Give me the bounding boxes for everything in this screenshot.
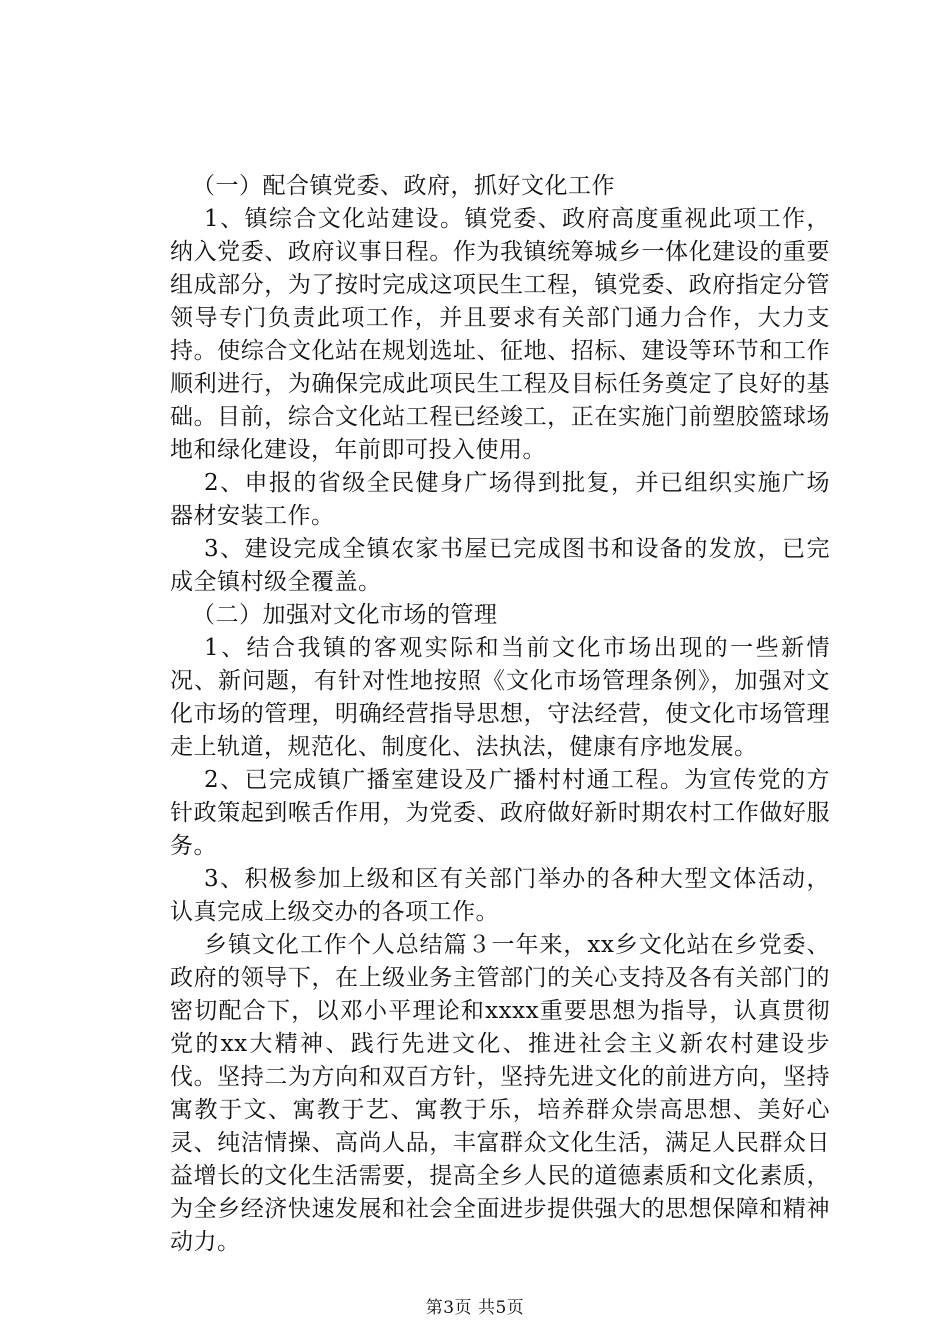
- paragraph: 2、申报的省级全民健身广场得到批复，并已组织实施广场器材安装工作。: [170, 470, 830, 529]
- paragraph: 3、积极参加上级和区有关部门举办的各种大型文体活动，认真完成上级交办的各项工作。: [170, 866, 830, 925]
- paragraph: 乡镇文化工作个人总结篇３一年来，xx乡文化站在乡党委、政府的领导下，在上级业务主管部门的关心支持及各有关部门的密切配合下，以邓小平理论和xxxx重要思想为指导，认真贯彻党的xx大精神、践行先进文化、推进社会主义新农村建设步伐。坚持二为方向和双百方针，坚持先进文化的前进方向，坚持寓教于文、寓教于艺、寓教于乐，培养群众崇高思想、美好心灵、纯洁情操、高尚人品，丰富群众文化生活，满足人民群众日益增长的文化生活需要，提高全乡人民的道德素质和文化素质，为全乡经济快速发展和社会全面进步提供强大的思想保障和精神动力。: [170, 932, 830, 1255]
- paragraph: 2、已完成镇广播室建设及广播村村通工程。为宣传党的方针政策起到喉舌作用，为党委、政府做好新时期农村工作做好服务。: [170, 767, 830, 859]
- section-heading-1: （一）配合镇党委、政府，抓好文化工作: [192, 173, 615, 199]
- page-number-footer: 第3页 共5页: [425, 1298, 525, 1318]
- paragraph: 1、镇综合文化站建设。镇党委、政府高度重视此项工作，纳入党委、政府议事日程。作为我镇统筹城乡一体化建设的重要组成部分，为了按时完成这项民生工程，镇党委、政府指定分管领导专门负责此项工作，并且要求有关部门通力合作，大力支持。使综合文化站在规划选址、征地、招标、建设等环节和工作顺利进行，为确保完成此项民生工程及目标任务奠定了良好的基础。目前，综合文化站工程已经竣工，正在实施门前塑胶篮球场地和绿化建设，年前即可投入使用。: [170, 206, 830, 463]
- paragraph: 1、结合我镇的客观实际和当前文化市场出现的一些新情况、新问题，有针对性地按照《文化市场管理条例》，加强对文化市场的管理，明确经营指导思想，守法经营，使文化市场管理走上轨道，规范化、制度化、法执法，健康有序地发展。: [170, 635, 830, 760]
- paragraph: 3、建设完成全镇农家书屋已完成图书和设备的发放，已完成全镇村级全覆盖。: [170, 536, 830, 595]
- document-body: [170, 170, 830, 1259]
- section-heading-2: （二）加强对文化市场的管理: [192, 602, 498, 628]
